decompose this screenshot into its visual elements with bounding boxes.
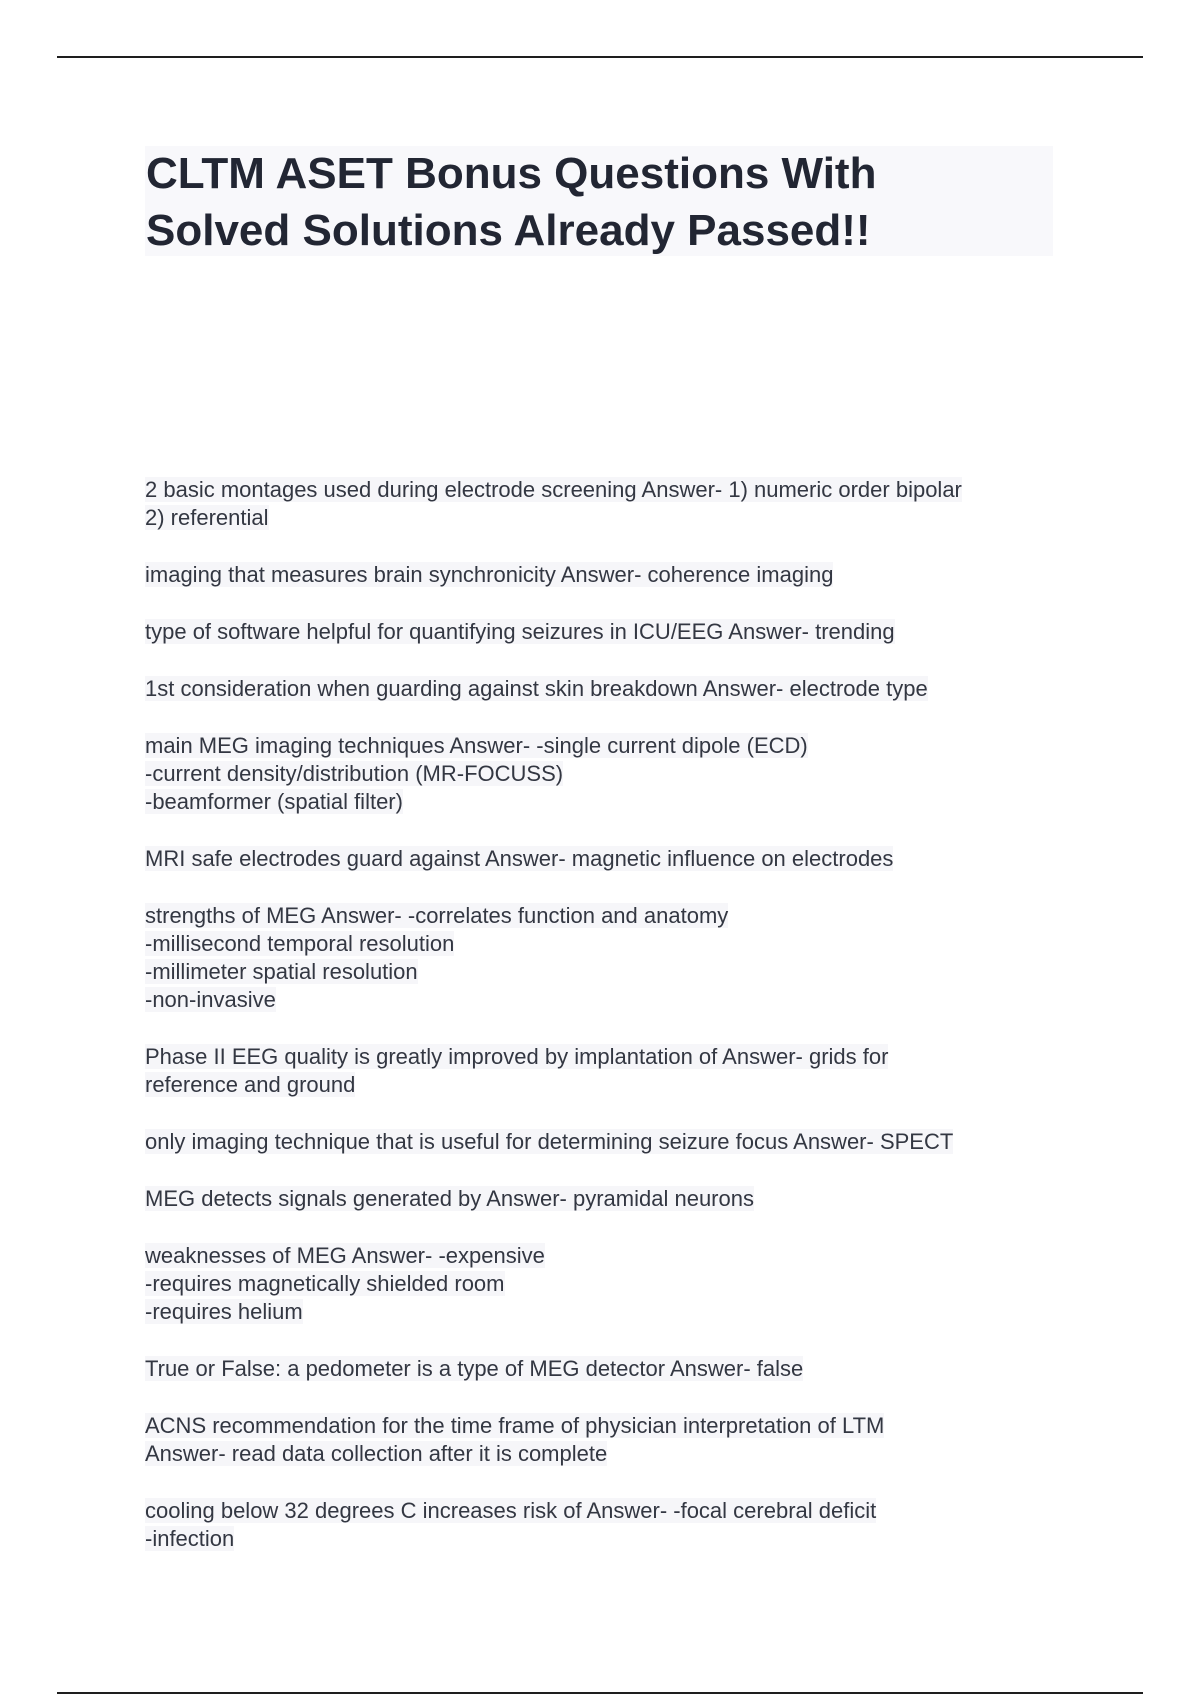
qa-line: 2 basic montages used during electrode screening Answer- 1) numeric order bipolar [145,477,962,502]
title-line: CLTM ASET Bonus Questions With [146,149,877,198]
qa-line: reference and ground [145,1072,356,1097]
bottom-rule [57,1692,1143,1694]
qa-line: -beamformer (spatial filter) [145,789,403,814]
qa-item [145,1412,1075,1468]
qa-line: MEG detects signals generated by Answer- pyramidal neurons [145,1186,754,1211]
qa-line: -current density/distribution (MR-FOCUSS) [145,761,564,786]
qa-line: 2) referential [145,505,269,530]
qa-item [145,1355,1075,1383]
qa-item [145,476,1075,532]
qa-line: -non-invasive [145,987,276,1012]
document-title [146,145,1046,259]
qa-line: 1st consideration when guarding against skin breakdown Answer- electrode type [145,676,928,701]
qa-item [145,1043,1075,1099]
qa-line: Phase II EEG quality is greatly improved by implantation of Answer- grids for [145,1044,889,1069]
qa-line: imaging that measures brain synchronicity Answer- coherence imaging [145,562,834,587]
qa-line: weaknesses of MEG Answer- -expensive [145,1243,545,1268]
qa-item [145,1242,1075,1326]
qa-line: -requires helium [145,1299,303,1324]
qa-item [145,561,1075,589]
qa-line: Answer- read data collection after it is complete [145,1441,608,1466]
qa-item [145,618,1075,646]
qa-item [145,1497,1075,1553]
qa-line: cooling below 32 degrees C increases risk of Answer- -focal cerebral deficit [145,1498,877,1523]
qa-line: -millisecond temporal resolution [145,931,455,956]
title-line: Solved Solutions Already Passed!! [146,206,871,255]
qa-item [145,1128,1075,1156]
qa-line: True or False: a pedometer is a type of MEG detector Answer- false [145,1356,804,1381]
qa-line: -millimeter spatial resolution [145,959,418,984]
qa-item [145,1185,1075,1213]
qa-line: only imaging technique that is useful for determining seizure focus Answer- SPECT [145,1129,954,1154]
qa-line: strengths of MEG Answer- -correlates function and anatomy [145,903,729,928]
qa-item [145,732,1075,816]
top-rule [57,56,1143,58]
qa-line: -infection [145,1526,235,1551]
qa-line: MRI safe electrodes guard against Answer- magnetic influence on electrodes [145,846,894,871]
qa-line: ACNS recommendation for the time frame of physician interpretation of LTM [145,1413,885,1438]
qa-item [145,902,1075,1014]
qa-item [145,675,1075,703]
qa-line: main MEG imaging techniques Answer- -single current dipole (ECD) [145,733,808,758]
qa-line: -requires magnetically shielded room [145,1271,505,1296]
qa-item [145,845,1075,873]
qa-list [145,476,1075,1582]
qa-line: type of software helpful for quantifying seizures in ICU/EEG Answer- trending [145,619,895,644]
